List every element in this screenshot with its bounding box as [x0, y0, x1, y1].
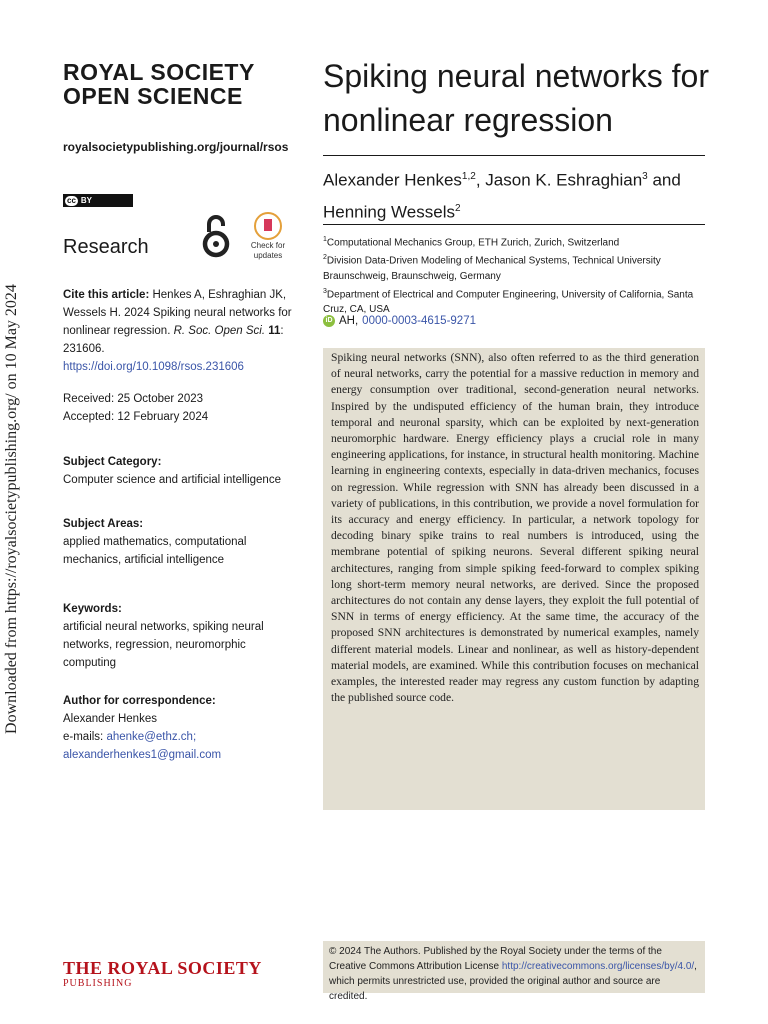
publisher-sub: PUBLISHING [63, 978, 133, 989]
email-link-2[interactable]: alexanderhenkes1@gmail.com [63, 749, 222, 761]
emails-label: e-mails: [63, 731, 104, 743]
correspondence-name: Alexander Henkes [63, 713, 157, 725]
cite-text: Henkes A, Eshraghian JK, Wessels H. 2024 Spiking neural networks for nonlinear regression. [63, 289, 292, 337]
email-link-1[interactable]: ahenke@ethz.ch; [106, 731, 197, 743]
author-list [323, 163, 705, 226]
title-rule [323, 155, 705, 156]
abstract: Spiking neural networks (SNN), also often referred to as the third generation of neural networks, carry the potential for a massive reduction in memory and energy consumption over traditional, second-generation neural networks. Inspired by the undisputed efficiency of the human brain, they introduce temporal and neuronal sparsity, which can be exploited by next-generation neuromorphic hardware. Energy efficiency plays a crucial role in many engineering applications, for instance, in structural health monitoring. Machine learning in engineering contexts, especially in data-driven mechanics, focuses on regression. While regression with SNN has already been discussed in a variety of publications, in this contribution, we provide a novel formulation for its accuracy and energy efficiency. In particular, a network topology for decoding binary spike trains to real numbers is introduced, using the membrane potential of spiking neurons. Several different spiking neural architectures, ranging from simple spiking feed-forward to complex spiking long short-term memory neural networks, are derived. Since the proposed architectures do not contain any dense layers, they exploit the full potential of SNN in terms of energy efficiency. At the same time, the accuracy of the proposed SNN architectures is demonstrated by numerical examples, namely different material models. Linear and nonlinear, as well as history-dependent material models, are examined. While this contribution focuses on mechanical examples, the interested reader may regress any custom function by adapting the published source code. [323, 348, 705, 810]
license-notice [323, 941, 705, 1002]
journal-name-line2: OPEN SCIENCE [63, 83, 243, 109]
by-icon: BY [80, 196, 93, 205]
keywords-heading: Keywords: [63, 603, 122, 615]
check-updates-icon [254, 212, 282, 240]
license-link[interactable]: http://creativecommons.org/licenses/by/4.0/ [501, 961, 695, 972]
author-2-affil: 3 [642, 171, 648, 182]
affiliation-text: Computational Mechanics Group, ETH Zurich, Zurich, Switzerland [326, 237, 620, 249]
subject-areas-heading: Subject Areas: [63, 518, 144, 530]
affiliation-number: 3 [323, 287, 327, 295]
open-access-icon [201, 214, 231, 258]
correspondence [63, 692, 293, 764]
orcid-icon: iD [323, 315, 335, 327]
publisher-logo[interactable] [63, 958, 262, 990]
orcid-line [323, 315, 476, 327]
subject-category [63, 453, 293, 489]
subject-areas-value: applied mathematics, computational mechanics, artificial intelligence [63, 536, 247, 566]
accepted-date: Accepted: 12 February 2024 [63, 411, 209, 423]
cite-heading: Cite this article: [63, 289, 150, 301]
article-title: Spiking neural networks for nonlinear regression [323, 58, 709, 138]
cc-icon: cc [67, 195, 76, 205]
affiliation-text: Division Data-Driven Modeling of Mechanical Systems, Technical University Braunschweig, Braunschweig, Germany [323, 255, 661, 282]
dates-block [63, 390, 293, 426]
check-updates-line1: Check for [250, 241, 286, 250]
orcid-initials: AH, [339, 315, 359, 327]
received-date: Received: 25 October 2023 [63, 393, 204, 405]
publisher-name: THE ROYAL SOCIETY [63, 958, 262, 978]
author-3-affil: 2 [454, 202, 461, 214]
cite-volume: 11 [268, 325, 281, 337]
check-for-updates-button[interactable] [248, 212, 288, 260]
subject-category-heading: Subject Category: [63, 456, 162, 468]
affiliation-text: Department of Electrical and Computer Engineering, University of California, Santa Cruz, CA, USA [323, 288, 694, 315]
cc-by-badge[interactable] [63, 194, 133, 207]
author-2[interactable]: Jason K. Eshraghian [485, 170, 643, 190]
author-1-affil: 1,2 [461, 171, 476, 182]
cite-journal: R. Soc. Open Sci. [173, 325, 266, 337]
affiliation-number: 2 [323, 254, 327, 262]
cite-article: : 231606. [63, 325, 284, 355]
authors-rule [323, 224, 705, 225]
section-label: Research [63, 236, 149, 258]
affiliation-3 [323, 284, 705, 317]
affiliations [323, 232, 705, 317]
affiliation-2 [323, 250, 705, 283]
keywords [63, 600, 293, 672]
license-text-1: © 2024 The Authors. Published by the Royal Society under the terms of the Creative Commons Attribution License [329, 946, 662, 972]
journal-url[interactable]: royalsocietypublishing.org/journal/rsos [63, 140, 289, 154]
license-text-2: , which permits unrestricted use, provided the original author and source are credited. [329, 961, 697, 1002]
author-3[interactable]: Henning Wessels [323, 202, 455, 222]
keywords-value: artificial neural networks, spiking neural networks, regression, neuromorphic computing [63, 621, 264, 669]
citation-block [63, 286, 293, 376]
affiliation-number: 1 [323, 236, 327, 243]
check-updates-line2: updates [253, 251, 283, 260]
journal-name-line1: ROYAL SOCIETY [63, 59, 255, 85]
subject-category-value: Computer science and artificial intelligence [63, 474, 281, 486]
journal-logo[interactable] [63, 60, 255, 108]
doi-link[interactable]: https://doi.org/10.1098/rsos.231606 [63, 361, 244, 373]
correspondence-heading: Author for correspondence: [63, 695, 216, 707]
author-separator: and [647, 170, 681, 190]
author-1[interactable]: Alexander Henkes [323, 170, 462, 190]
subject-areas [63, 515, 293, 569]
orcid-link[interactable]: 0000-0003-4615-9271 [362, 315, 476, 327]
affiliation-1 [323, 232, 705, 250]
author-separator: , [475, 170, 486, 190]
download-notice: Downloaded from https://royalsocietypublishing.org/ on 10 May 2024 [3, 284, 20, 734]
